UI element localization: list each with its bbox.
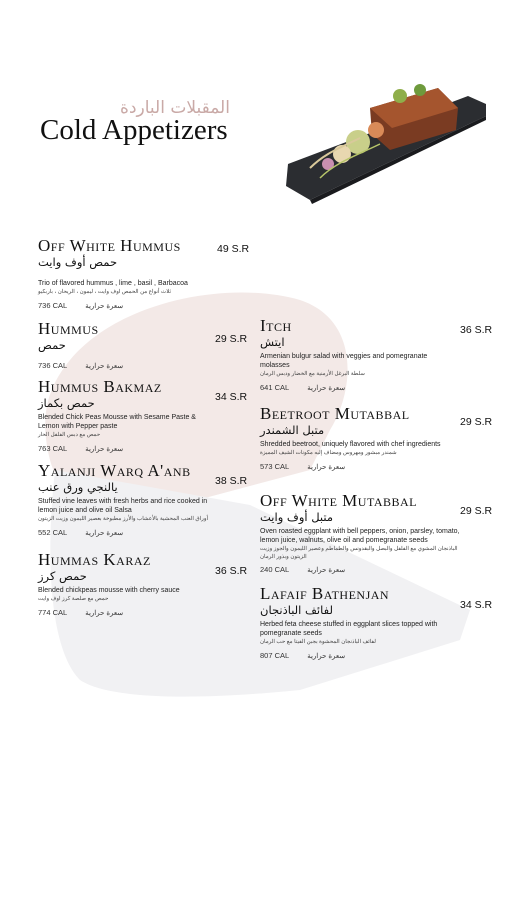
item-name-arabic: متبل أوف وايت: [260, 510, 334, 524]
calorie-row: [38, 608, 214, 617]
item-description: Blended chickpeas mousse with cherry sauce: [38, 587, 180, 594]
item-description-arabic: ثلاث أنواع من الحمص اوف وايت ، ليمون ، الريحان ، باربكيو: [38, 289, 172, 295]
calories-arabic: سعرة حرارية: [85, 609, 124, 617]
item-description: Stuffed vine leaves with fresh herbs and rice cooked in lemon juice and olive oil Salsa: [38, 498, 208, 514]
item-name-arabic: يالنجي ورق عنب: [38, 480, 118, 494]
calories-arabic: سعرة حرارية: [85, 302, 124, 310]
calories-arabic: سعرة حرارية: [85, 363, 124, 370]
item-name: Off White Mutabbal: [260, 491, 418, 510]
item-description-arabic: سلطة البرغل الأرمنية مع الخضار ودبس الرمان: [260, 371, 365, 377]
calories-arabic: سعرة حرارية: [307, 463, 346, 471]
calories: 807 CAL: [260, 650, 290, 660]
item-name: Hummas Karaz: [38, 550, 151, 569]
item-name-arabic: حمص كرز: [38, 569, 87, 583]
menu-item-yalanji-warq-aanb: [38, 462, 216, 537]
item-price: 29 S.R: [460, 505, 493, 517]
item-description-arabic: أوراق العنب المحشية بالأعشاب والأرز مطبوخة بعصير الليمون وزيت الزيتون: [38, 516, 209, 522]
item-description: Oven roasted eggplant with bell peppers, onion, parsley, tomato, lemon juice, walnuts, olive oil and pomegranate seeds: [260, 528, 460, 544]
calories: 774 CAL: [38, 607, 68, 617]
section-title-arabic: المقبلات الباردة: [120, 98, 230, 118]
item-price: 36 S.R: [215, 565, 248, 577]
item-description: Shredded beetroot, uniquely flavored with chef ingredients: [260, 441, 441, 448]
dish-photo: [280, 68, 492, 208]
item-price: 36 S.R: [460, 324, 493, 336]
item-name: Hummus Bakmaz: [38, 377, 162, 396]
item-name: Itch: [260, 316, 292, 335]
menu-item-beetroot-mutabbal: [260, 405, 450, 471]
section-title: Cold Appetizers: [40, 114, 228, 146]
item-description: Herbed feta cheese stuffed in eggplant slices topped with pomegranate seeds: [260, 621, 438, 637]
item-price: 29 S.R: [215, 333, 248, 345]
item-name-arabic: حمص بكماز: [38, 396, 95, 410]
calories: 763 CAL: [38, 443, 68, 453]
menu-item-hummus: [38, 320, 214, 370]
calorie-row: [38, 301, 214, 310]
calories: 240 CAL: [260, 565, 290, 574]
calorie-row: [38, 361, 214, 370]
calorie-row: [260, 565, 460, 574]
item-description: Trio of flavored hummus , lime , basil , Barbacoa: [38, 280, 188, 287]
menu-item-off-white-hummus: [38, 237, 214, 310]
item-price: 49 S.R: [217, 243, 250, 255]
item-description-arabic: الباذنجان المشوي مع الفلفل والبصل والبقدونس والطماطم وعصير الليمون والجوز وزيت الزيتون وبذور الرمان: [260, 546, 458, 560]
calories: 641 CAL: [260, 382, 290, 392]
item-name: Yalanji Warq A'anb: [38, 461, 191, 480]
menu-item-off-white-mutabbal: [260, 492, 460, 574]
menu-item-lafaif-bathenjan: [260, 585, 450, 660]
item-description-arabic: حمص مع دبس الفلفل الحار: [38, 432, 101, 438]
calories: 552 CAL: [38, 527, 68, 537]
item-description: Armenian bulgur salad with veggies and pomegranate molasses: [260, 353, 428, 369]
item-name-arabic: حمص: [38, 338, 66, 352]
item-price: 38 S.R: [215, 475, 248, 487]
calorie-row: [260, 462, 450, 471]
calories-arabic: سعرة حرارية: [85, 445, 124, 453]
menu-item-itch: [260, 317, 450, 392]
item-name: Hummus: [38, 319, 99, 338]
calorie-row: [38, 528, 216, 537]
item-name: Lafaif Bathenjan: [260, 584, 390, 603]
garnish: [368, 122, 384, 138]
item-name-arabic: متبل الشمندر: [260, 423, 325, 437]
item-price: 34 S.R: [215, 391, 248, 403]
calories: 736 CAL: [38, 361, 68, 370]
calories: 736 CAL: [38, 300, 68, 310]
item-name: Beetroot Mutabbal: [260, 404, 410, 423]
calorie-row: [260, 383, 450, 392]
calories-arabic: سعرة حرارية: [85, 529, 124, 537]
item-name-arabic: حمص أوف وايت: [38, 255, 118, 269]
item-name-arabic: ايتش: [260, 335, 285, 349]
item-price: 34 S.R: [460, 599, 493, 611]
item-name-arabic: لفائف الباذنجان: [260, 603, 333, 617]
calories-arabic: سعرة حرارية: [307, 652, 346, 660]
menu-item-hummas-karaz: [38, 551, 214, 617]
calorie-row: [260, 651, 450, 660]
item-name: Off White Hummus: [38, 236, 181, 255]
calories-arabic: سعرة حرارية: [307, 384, 346, 392]
garnish: [393, 89, 407, 103]
calorie-row: [38, 444, 216, 453]
calories: 573 CAL: [260, 461, 290, 471]
menu-item-hummus-bakmaz: [38, 378, 216, 453]
calories-arabic: سعرة حرارية: [307, 567, 346, 574]
item-price: 29 S.R: [460, 416, 493, 428]
item-description-arabic: حمص مع صلصة كرز اوف وايت: [38, 596, 109, 602]
garnish: [414, 84, 426, 96]
item-description-arabic: لفائف الباذنجان المحشوة بجبن الفيتا مع حب الرمان: [260, 639, 376, 645]
item-description-arabic: شمندر مبشور ومهروس ومضاف إليه مكونات الشيف المميزة: [260, 450, 397, 456]
item-description: Blended Chick Peas Mousse with Sesame Paste & Lemon with Pepper paste: [38, 414, 196, 430]
